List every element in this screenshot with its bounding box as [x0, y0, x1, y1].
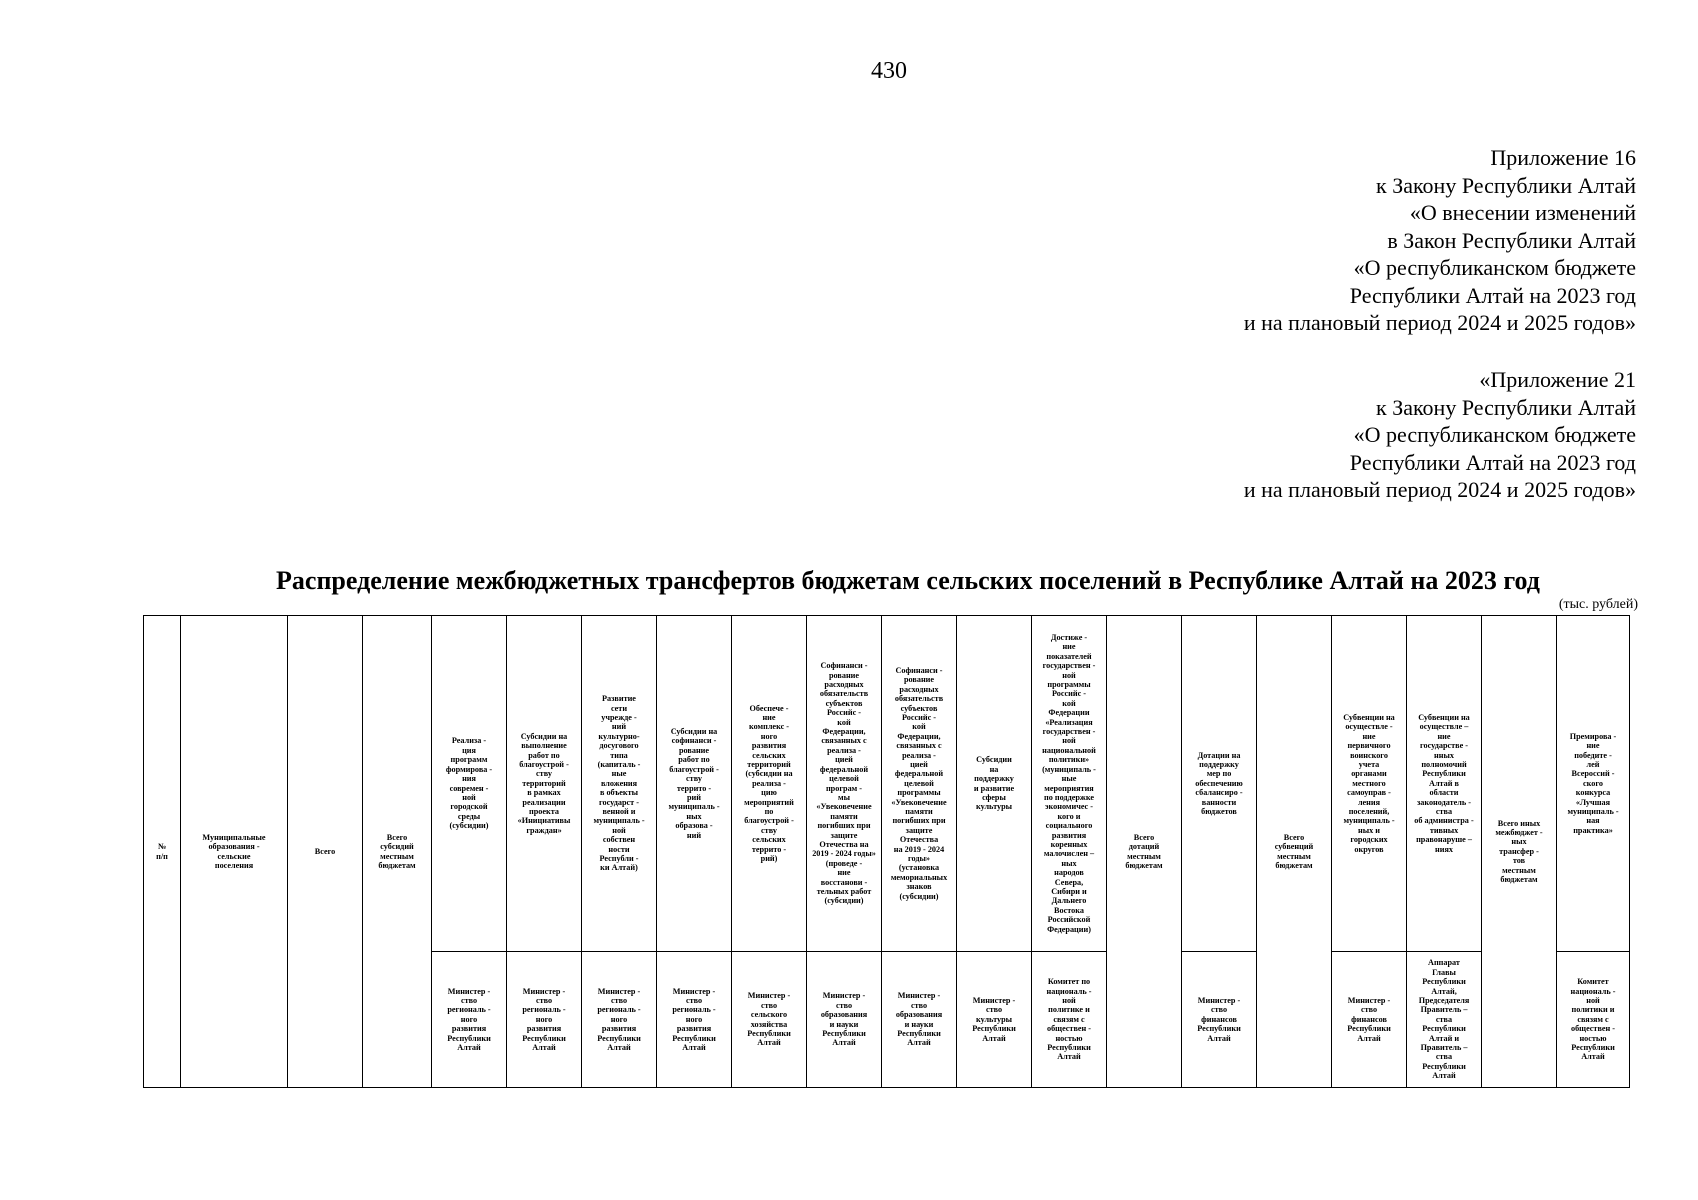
header-cell	[1257, 616, 1332, 1088]
owner-cell	[582, 952, 657, 1088]
appendix-21-block	[1244, 366, 1636, 504]
header-text: Дотации на поддержку мер по обеспечению сбалансиро - ванности бюджетов	[1195, 750, 1243, 817]
appendix-line: к Закону Республики Алтай	[1376, 172, 1636, 198]
owner-text: Министер - ство финансов Республики Алтай	[1197, 995, 1241, 1043]
owner-cell	[432, 952, 507, 1088]
owner-text: Министер - ство региональ - ного развития Республики Алтай	[597, 986, 641, 1053]
header-cell	[432, 616, 507, 952]
owner-cell	[807, 952, 882, 1088]
owner-text: Министер - ство культуры Республики Алтай	[972, 995, 1016, 1043]
header-cell	[507, 616, 582, 952]
header-text: Муниципальные образования - сельские поселения	[202, 832, 266, 870]
header-text: Софинанси - рование расходных обязательств субъектов Российс - кой Федерации, связанных с реализа - цией федеральной целевой програм - мы «Увековечение памяти погибших при защите Отечества на 2019 - 2024 годы» (проведе - ние восстанови - тельных работ (субсидии)	[812, 661, 876, 906]
header-text: Всего субсидий местным бюджетам	[378, 832, 416, 870]
page-number: 430	[871, 58, 907, 84]
owner-text: Министер - ство региональ - ного развития Республики Алтай	[447, 986, 491, 1053]
header-text: № п/п	[156, 842, 168, 861]
header-cell	[657, 616, 732, 952]
document-title: Распределение межбюджетных трансфертов бюджетам сельских поселений в Республике Алтай на 2023 год	[276, 566, 1540, 595]
owner-text: Комитет националь - ной политики и связям с обществен - ностью Республики Алтай	[1570, 977, 1616, 1062]
header-cell	[363, 616, 432, 1088]
header-text: Субвенции на осуществле - ние первичного воинского учета органами местного самоуправ - ления поселений, муниципаль - ных и городских округов	[1343, 712, 1395, 854]
header-cell	[288, 616, 363, 1088]
header-text: Субсидии на софинанси - рование работ по благоустрой - ству террито - рий муниципаль - ных образова - ний	[668, 727, 720, 840]
owner-text: Министер - ство сельского хозяйства Республики Алтай	[747, 991, 791, 1048]
owner-cell	[882, 952, 957, 1088]
header-text: Всего дотаций местным бюджетам	[1125, 832, 1163, 870]
appendix-line: к Закону Республики Алтай	[1376, 394, 1636, 420]
appendix-16-block	[1244, 144, 1636, 337]
owner-text: Министер - ство региональ - ного развития Республики Алтай	[672, 986, 716, 1053]
header-text: Достиже - ние показателей государствен - ной программы Российс - кой Федерации «Реализация государствен - ной национальной политики» (муниципаль - ные мероприятия по поддержке экономичес - кого и социального развития коренных малочислен – ных народов Севера, Сибири и Дальнего Востока Российской Федерации)	[1042, 633, 1096, 934]
appendix-line: Приложение 16	[1490, 145, 1636, 170]
header-cell	[1182, 616, 1257, 952]
owner-cell	[1557, 952, 1630, 1088]
header-text: Всего субвенций местным бюджетам	[1274, 832, 1314, 870]
owner-cell	[1407, 952, 1482, 1088]
header-cell	[582, 616, 657, 952]
header-text: Субсидии на выполнение работ по благоустрой - ству территорий в рамках реализации проекта «Инициативы граждан»	[517, 731, 571, 835]
appendix-line: «О республиканском бюджете	[1353, 255, 1636, 280]
appendix-line: Республики Алтай на 2023 год	[1349, 449, 1636, 475]
appendix-line: и на плановый период 2024 и 2025 годов»	[1243, 477, 1636, 502]
owner-text: Министер - ство региональ - ного развития Республики Алтай	[522, 986, 566, 1053]
appendix-line: и на плановый период 2024 и 2025 годов»	[1243, 310, 1636, 335]
header-cell	[1332, 616, 1407, 952]
owner-text: Министер - ство финансов Республики Алтай	[1347, 995, 1391, 1043]
owner-cell	[1032, 952, 1107, 1088]
owner-cell	[507, 952, 582, 1088]
header-cell	[1107, 616, 1182, 1088]
appendix-line: «О внесении изменений	[1409, 200, 1636, 225]
appendix-line: Республики Алтай на 2023 год	[1349, 282, 1636, 308]
owner-text: Комитет по националь - ной политике и связям с обществен - ностью Республики Алтай	[1046, 977, 1092, 1062]
appendix-line: «Приложение 21	[1479, 367, 1636, 392]
header-text: Реализа - ция программ формирова - ния современ - ной городской среды (субсидии)	[445, 736, 493, 831]
header-text: Развитие сети учрежде - ний культурно- досугового типа (капиталь - ные вложения в объекты государст - венной и муниципаль - ной собствен ности Республи - ки Алтай)	[593, 694, 645, 873]
header-text: Премирова - ние победите - лей Всероссий - ского конкурса «Лучшая муниципаль - ная практика»	[1567, 731, 1619, 835]
header-cell	[1482, 616, 1557, 1088]
owner-text: Аппарат Главы Республики Алтай, Председателя Правитель – ства Республики Алтай и Правитель – ства Республики Алтай	[1418, 958, 1470, 1081]
owner-cell	[957, 952, 1032, 1088]
header-cell	[181, 616, 288, 1088]
header-cell	[1407, 616, 1482, 952]
header-cell	[144, 616, 181, 1088]
header-cell	[807, 616, 882, 952]
transfers-table	[143, 615, 1630, 1088]
header-text: Субсидии на поддержку и развитие сферы культуры	[973, 755, 1015, 812]
header-text: Обеспече - ние комплекс - ного развития сельских территорий (субсидии на реализа - цию мероприятий по благоустрой - ству сельских террито - рий)	[744, 703, 794, 864]
header-text: Всего иных межбюджет - ных трансфер - тов местным бюджетам	[1495, 818, 1543, 885]
owner-text: Министер - ство образования и науки Республики Алтай	[820, 991, 868, 1048]
units-label: (тыс. рублей)	[1558, 597, 1638, 612]
header-text: Всего	[314, 846, 336, 856]
owner-cell	[657, 952, 732, 1088]
owner-cell	[732, 952, 807, 1088]
header-cell	[732, 616, 807, 952]
header-cell	[957, 616, 1032, 952]
header-cell	[882, 616, 957, 952]
header-cell	[1557, 616, 1630, 952]
owner-cell	[1332, 952, 1407, 1088]
header-text: Субвенции на осуществле – ние государстве - нных полномочий Республики Алтай в области законодатель - ства об администра - тивных правонаруше – ниях	[1414, 712, 1474, 854]
header-text: Софинанси - рование расходных обязательств субъектов Российс - кой Федерации, связанных с реализа - цией федеральной целевой программы «Увековечение памяти погибших при защите Отечества на 2019 - 2024 годы» (установка мемориальных знаков (субсидии)	[890, 665, 948, 901]
appendix-line: в Закон Республики Алтай	[1387, 227, 1636, 253]
appendix-line: «О республиканском бюджете	[1353, 422, 1636, 447]
owner-text: Министер - ство образования и науки Республики Алтай	[895, 991, 943, 1048]
header-cell	[1032, 616, 1107, 952]
owner-cell	[1182, 952, 1257, 1088]
